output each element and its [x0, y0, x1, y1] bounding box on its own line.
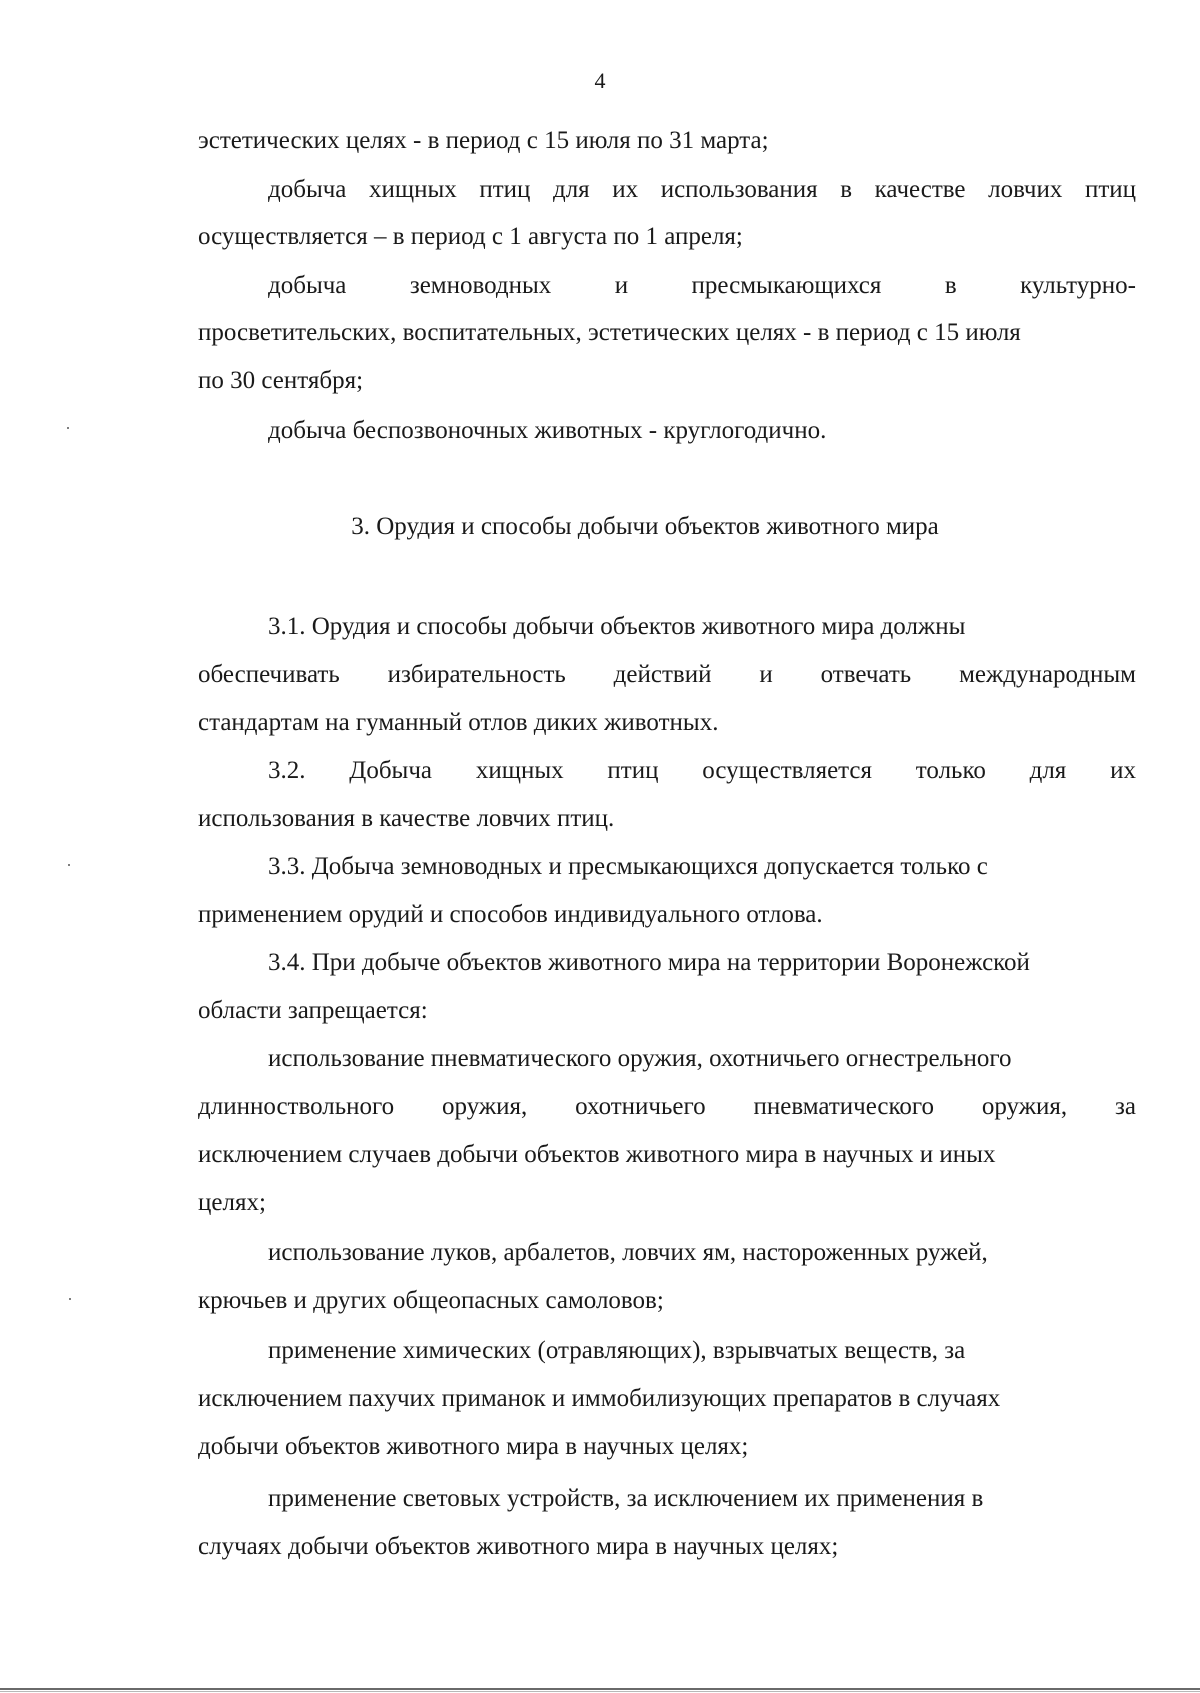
word: птиц [479, 176, 531, 203]
word: их [612, 176, 639, 203]
word: птиц [1084, 176, 1136, 203]
text-line: осуществляется – в период с 1 августа по 1 апреля; [198, 223, 743, 250]
word: птиц [607, 757, 659, 784]
scan-speck [69, 1298, 71, 1300]
text-line: исключением случаев добычи объектов животного мира в научных и иных [198, 1141, 996, 1168]
word: действий [613, 661, 712, 688]
text-line: целях; [198, 1189, 266, 1216]
word: и [759, 661, 773, 688]
word: международным [959, 661, 1136, 688]
word: отвечать [820, 661, 912, 688]
text-line: 3.4. При добыче объектов животного мира на территории Воронежской [268, 949, 1030, 976]
text-line: стандартам на гуманный отлов диких животных. [198, 709, 719, 736]
word: их [1110, 757, 1136, 784]
text-line: эстетических целях - в период с 15 июля по 31 марта; [198, 127, 769, 154]
scan-edge-line [0, 1688, 1200, 1690]
section-heading: 3. Орудия и способы добычи объектов животного мира [351, 513, 939, 540]
word: избирательность [387, 661, 566, 688]
text-line-justified [268, 175, 1136, 205]
text-line: просветительских, воспитательных, эстетических целях - в период с 15 июля [198, 319, 1021, 346]
word: пресмыкающихся [691, 272, 882, 299]
word: земноводных [409, 272, 552, 299]
word: 3.2. [268, 757, 306, 784]
text-line: 3.3. Добыча земноводных и пресмыкающихся допускается только с [268, 853, 988, 880]
word: и [614, 272, 629, 299]
scan-speck [68, 864, 70, 866]
word: оружия, [442, 1093, 528, 1120]
scan-speck [67, 427, 69, 429]
text-line: применение световых устройств, за исключением их применения в [268, 1485, 984, 1512]
text-line: добыча беспозвоночных животных - круглогодично. [268, 417, 827, 444]
text-line-justified [268, 271, 1136, 301]
text-line: использование пневматического оружия, охотничьего огнестрельного [268, 1045, 1012, 1072]
text-line: по 30 сентября; [198, 367, 364, 394]
scan-edge-line [0, 1691, 1200, 1692]
word: хищных [475, 757, 564, 784]
word: за [1114, 1093, 1136, 1120]
word: для [1029, 757, 1067, 784]
word: добыча [268, 176, 347, 203]
word: использования [660, 176, 818, 203]
text-line: области запрещается: [198, 997, 428, 1024]
text-line: использование луков, арбалетов, ловчих ям, настороженных ружей, [268, 1239, 988, 1266]
text-line-justified [268, 756, 1136, 786]
word: качестве [874, 176, 966, 203]
word: в [840, 176, 853, 203]
word: осуществляется [702, 757, 873, 784]
word: охотничьего [575, 1093, 706, 1120]
text-line-justified [198, 1092, 1136, 1122]
text-line: использования в качестве ловчих птиц. [198, 805, 615, 832]
text-line-justified [198, 660, 1136, 690]
word: для [552, 176, 590, 203]
text-line: исключением пахучих приманок и иммобилизующих препаратов в случаях [198, 1385, 1001, 1412]
word: культурно- [1020, 272, 1136, 299]
text-line: применением орудий и способов индивидуального отлова. [198, 901, 823, 928]
page-number: 4 [594, 68, 606, 93]
word: в [944, 272, 957, 299]
word: длинноствольного [198, 1093, 395, 1120]
word: обеспечивать [198, 661, 340, 688]
text-line: случаях добычи объектов животного мира в научных целях; [198, 1533, 839, 1560]
word: Добыча [349, 757, 433, 784]
word: хищных [368, 176, 457, 203]
word: только [915, 757, 986, 784]
word: оружия, [981, 1093, 1068, 1120]
text-line: добычи объектов животного мира в научных целях; [198, 1433, 749, 1460]
text-line: применение химических (отравляющих), взрывчатых веществ, за [268, 1337, 966, 1364]
word: добыча [268, 272, 347, 299]
word: пневматического [753, 1093, 935, 1120]
text-line: 3.1. Орудия и способы добычи объектов животного мира должны [268, 613, 966, 640]
text-line: крючьев и других общеопасных самоловов; [198, 1287, 664, 1314]
word: ловчих [988, 176, 1063, 203]
